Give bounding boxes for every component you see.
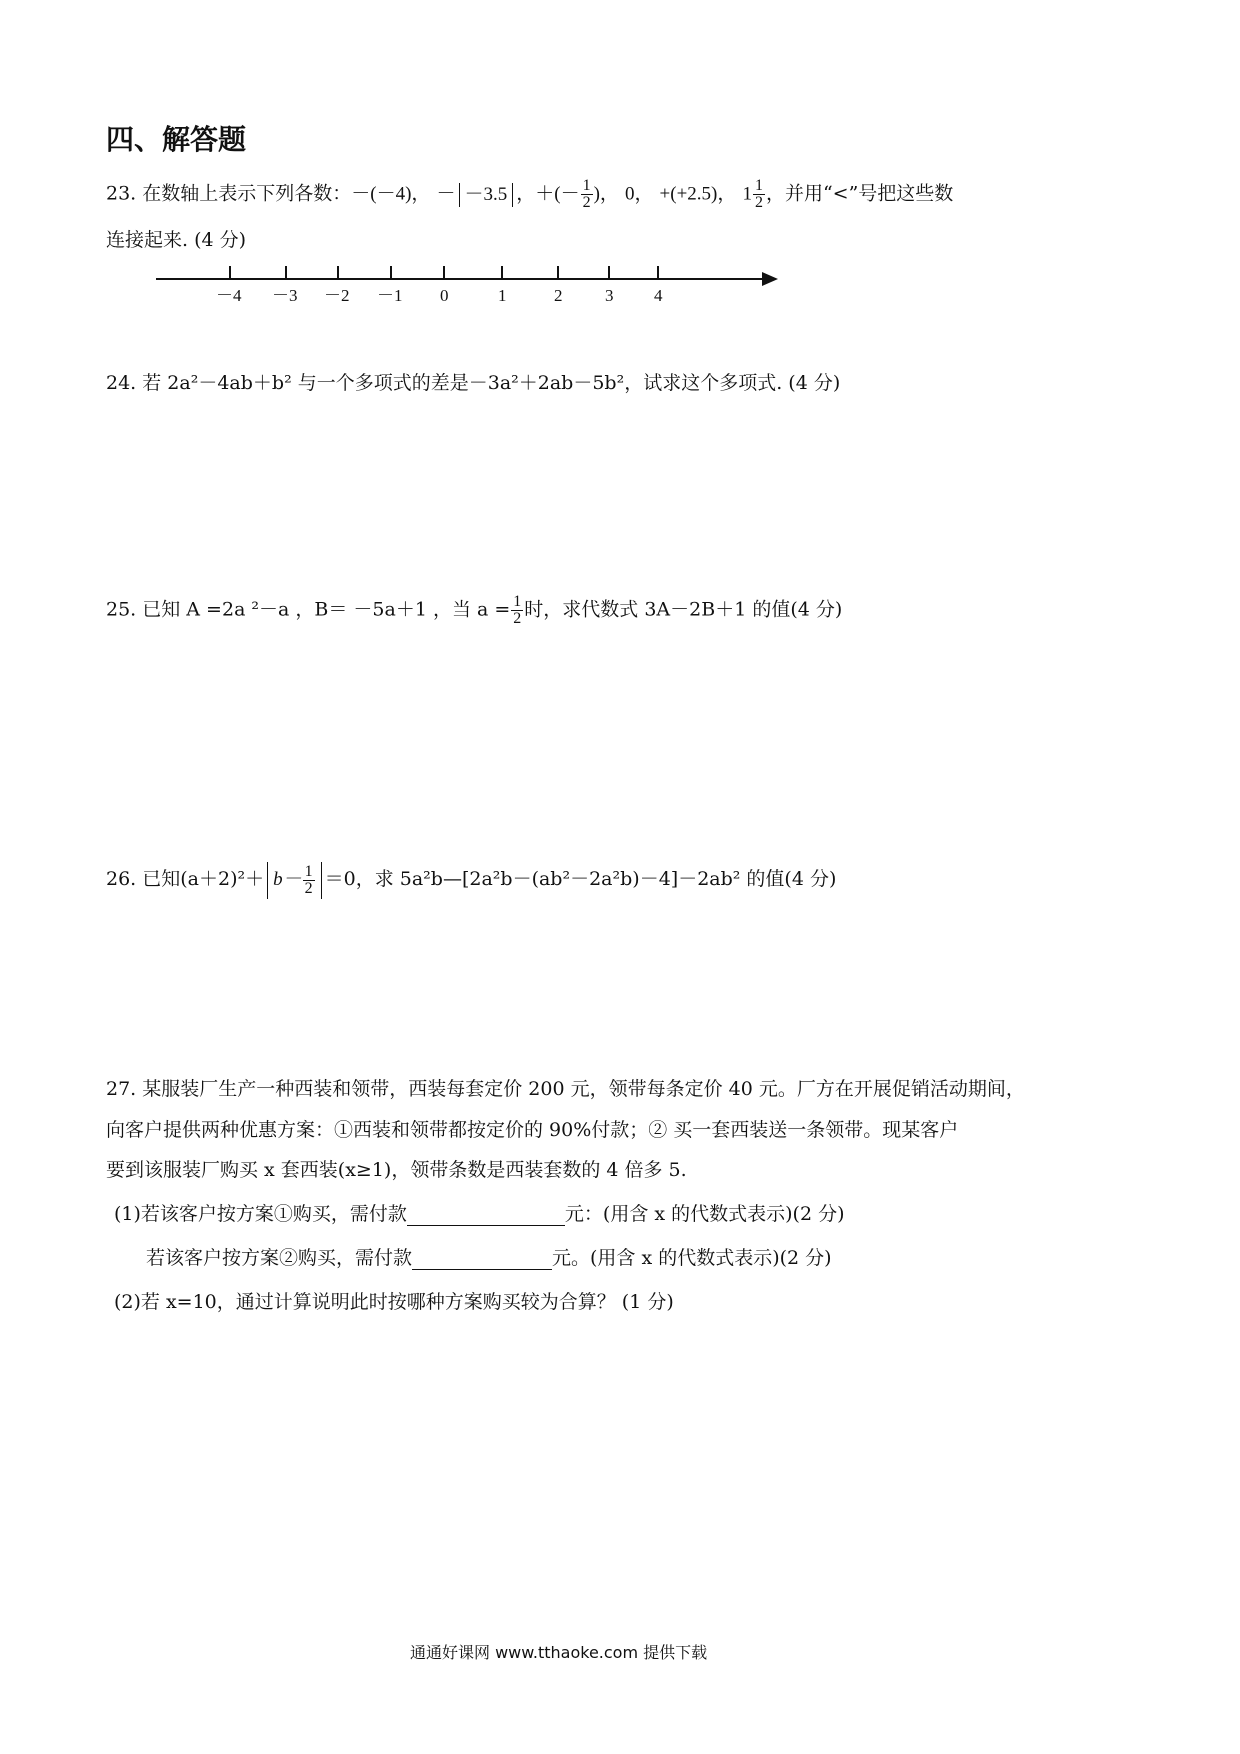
- number-item-5: +(+2.5)，: [659, 183, 737, 205]
- part1b-text: 若该客户按方案②购买，需付款: [146, 1247, 413, 1269]
- mixed-number-fraction: [753, 178, 765, 211]
- tick-label: 4: [654, 286, 663, 305]
- question-23-line1: [106, 178, 953, 211]
- question-23-lead: 在数轴上表示下列各数：: [142, 182, 352, 205]
- question-23-line2: 连接起来. (4 分): [106, 229, 247, 251]
- question-27-line2: 向客户提供两种优惠方案：①西装和领带都按定价的 90%付款；② 买一套西装送一条领带。现某客户: [106, 1119, 959, 1141]
- tick-label: －4: [216, 286, 242, 305]
- part1b-tail: 元。(用含 x 的代数式表示)(2 分): [552, 1247, 832, 1269]
- fraction-numerator: 1: [754, 177, 763, 194]
- number-line-ticks: [216, 266, 663, 305]
- number-item-4: 0，: [624, 183, 654, 205]
- fraction-numerator: 1: [582, 177, 591, 194]
- number-item-1: －(－4)，: [351, 183, 431, 205]
- number-line: [150, 262, 790, 312]
- answer-blank-2: [412, 1249, 552, 1270]
- tick-label: 1: [498, 286, 507, 305]
- question-23-tail: ，并用“<”号把这些数: [765, 182, 954, 205]
- part1a-text: (1)若该客户按方案①购买，需付款: [114, 1203, 407, 1225]
- abs-expression: b－: [273, 868, 302, 890]
- question-26-post: ＝0，求 5a²b—[2a²b－(ab²－2a²b)－4]－2ab² 的值(4 分): [324, 867, 837, 890]
- question-25: [106, 594, 842, 627]
- tick-label: 0: [440, 286, 449, 305]
- tick-label: 2: [554, 286, 563, 305]
- fraction-numerator: 1: [304, 863, 313, 880]
- page-footer: 通通好课网 www.tthaoke.com 提供下载: [410, 1643, 708, 1662]
- fraction-denominator: 2: [513, 610, 522, 627]
- question-26-pre: 26. 已知(a＋2)²＋: [106, 867, 265, 890]
- question-24: 24. 若 2a²－4ab＋b² 与一个多项式的差是－3a²＋2ab－5b²，试求这个多项式. (4 分): [106, 372, 841, 394]
- number-item-2-inner: －3.5: [464, 183, 508, 205]
- tick-label: －1: [377, 286, 403, 305]
- fraction-denominator: 2: [304, 880, 313, 897]
- fraction-one-half: [511, 594, 523, 627]
- question-25-post: 时，求代数式 3A－2B＋1 的值(4 分): [524, 598, 843, 621]
- number-item-2-sign: －: [436, 183, 456, 205]
- question-27-line1: 27. 某服装厂生产一种西装和领带，西装每套定价 200 元，领带每条定价 40 元。厂方在开展促销活动期间，: [106, 1078, 1025, 1100]
- tick-label: 3: [605, 286, 614, 305]
- section-title: 四、解答题: [106, 123, 247, 156]
- fraction-one-half: [303, 864, 315, 897]
- fraction-numerator: 1: [513, 593, 522, 610]
- question-23-number: 23.: [106, 182, 137, 205]
- fraction-one-half: [581, 178, 593, 211]
- absolute-value-bars: [459, 183, 514, 207]
- question-27-part1a: [114, 1202, 845, 1226]
- question-27-part2: (2)若 x=10，通过计算说明此时按哪种方案购买较为合算？ (1 分): [114, 1291, 674, 1313]
- fraction-denominator: 2: [582, 194, 591, 211]
- question-27-part1b: [146, 1246, 832, 1270]
- answer-blank-1: [407, 1205, 565, 1226]
- question-26: [106, 862, 836, 899]
- number-line-arrow-icon: [762, 272, 778, 286]
- tick-label: －2: [324, 286, 350, 305]
- question-27-line3: 要到该服装厂购买 x 套西装(x≥1)，领带条数是西装套数的 4 倍多 5.: [106, 1159, 687, 1181]
- part1a-tail: 元：(用含 x 的代数式表示)(2 分): [564, 1203, 845, 1225]
- fraction-denominator: 2: [754, 194, 763, 211]
- tick-label: －3: [272, 286, 298, 305]
- mixed-number-whole: 1: [742, 183, 752, 205]
- number-item-3-pre: ＋(－: [535, 183, 580, 205]
- number-item-2-sep: ，: [516, 182, 536, 205]
- absolute-value-bars: [267, 862, 322, 899]
- number-item-3-post: )，: [593, 183, 619, 205]
- question-25-pre: 25. 已知 A =2a ²－a ，B＝ －5a＋1 ，当 a =: [106, 598, 511, 621]
